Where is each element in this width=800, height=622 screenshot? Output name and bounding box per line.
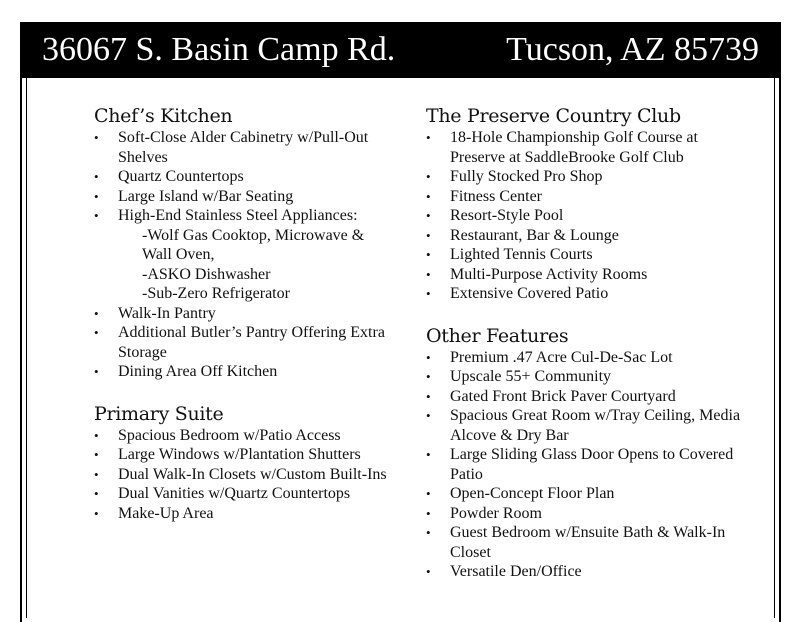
section-primary-suite	[94, 402, 394, 524]
section-title: Primary Suite	[94, 402, 224, 425]
list-item: • Large Island w/Bar Seating	[94, 187, 394, 207]
list-item: • Spacious Great Room w/Tray Ceiling, Media Alcove & Dry Bar	[426, 406, 746, 445]
feature-list	[94, 426, 394, 524]
list-item: • High-End Stainless Steel Appliances:	[94, 206, 394, 226]
property-city: Tucson, AZ 85739	[506, 31, 759, 68]
list-item: • 18-Hole Championship Golf Course at Preserve at SaddleBrooke Golf Club	[426, 128, 746, 167]
feature-list	[426, 128, 746, 304]
section-title: The Preserve Country Club	[426, 105, 681, 127]
list-item: • Guest Bedroom w/Ensuite Bath & Walk-In Closet	[426, 523, 746, 562]
list-item: • Fully Stocked Pro Shop	[426, 167, 746, 187]
section-other-features	[426, 324, 746, 582]
list-item: • Multi-Purpose Activity Rooms	[426, 265, 746, 285]
feature-list	[94, 128, 394, 382]
list-subitem: -Sub-Zero Refrigerator	[142, 285, 290, 302]
list-item: • Make-Up Area	[94, 504, 394, 524]
list-item: • Dual Vanities w/Quartz Countertops	[94, 484, 394, 504]
list-item: • Upscale 55+ Community	[426, 367, 746, 387]
list-item: • Large Windows w/Plantation Shutters	[94, 445, 394, 465]
list-item: • Lighted Tennis Courts	[426, 245, 746, 265]
list-item: • Gated Front Brick Paver Courtyard	[426, 387, 746, 407]
list-item: • Resort-Style Pool	[426, 206, 746, 226]
list-item: • Open-Concept Floor Plan	[426, 484, 746, 504]
left-column	[94, 104, 394, 543]
list-item: • Powder Room	[426, 504, 746, 524]
list-subitem: -Wolf Gas Cooktop, Microwave & Wall Oven,	[142, 226, 365, 263]
header-banner	[20, 22, 781, 78]
right-column	[426, 104, 746, 602]
list-item: • Soft-Close Alder Cabinetry w/Pull-Out Shelves	[94, 128, 394, 167]
list-item: • Premium .47 Acre Cul-De-Sac Lot	[426, 348, 746, 368]
list-item: • Walk-In Pantry	[94, 304, 394, 324]
list-item: • Additional Butler’s Pantry Offering Extra Storage	[94, 323, 394, 362]
section-preserve-country-club	[426, 104, 746, 304]
list-item: • Dual Walk-In Closets w/Custom Built-Ins	[94, 465, 394, 485]
list-item: • Versatile Den/Office	[426, 562, 746, 582]
list-item: • Spacious Bedroom w/Patio Access	[94, 426, 394, 446]
list-subitem: -ASKO Dishwasher	[142, 265, 271, 283]
section-title: Chef’s Kitchen	[94, 105, 233, 127]
section-title: Other Features	[426, 324, 569, 347]
list-item: • Fitness Center	[426, 187, 746, 207]
list-item: • Restaurant, Bar & Lounge	[426, 226, 746, 246]
list-item: • Quartz Countertops	[94, 167, 394, 187]
list-item: • Large Sliding Glass Door Opens to Covered Patio	[426, 445, 746, 484]
list-item: • Dining Area Off Kitchen	[94, 362, 394, 382]
list-item: • Extensive Covered Patio	[426, 284, 746, 304]
section-chefs-kitchen	[94, 104, 394, 382]
property-address: 36067 S. Basin Camp Rd.	[42, 31, 396, 68]
feature-list	[426, 348, 746, 582]
